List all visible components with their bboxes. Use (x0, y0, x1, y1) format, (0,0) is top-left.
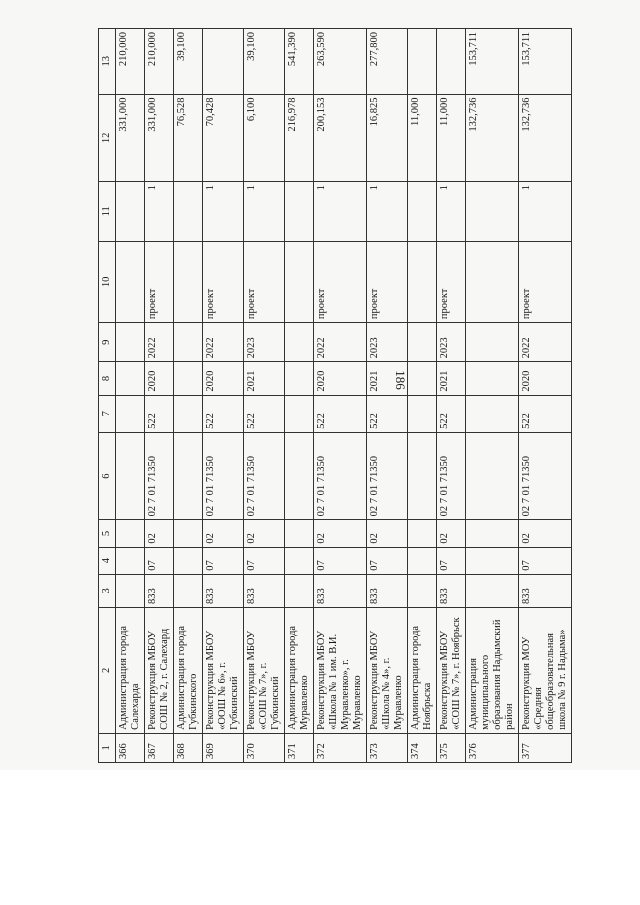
table-cell-col5: 02 (203, 520, 244, 547)
table-cell-col7: 522 (145, 395, 174, 432)
table-cell-col2: Реконструкция МБОУ «СОШ № 7», г. Губкинский (244, 607, 285, 733)
table-cell-col12: 216,978 (285, 94, 314, 182)
page-number: 186 (393, 370, 408, 390)
table-cell-col2: Реконструкция МБОУ «ООШ № 6», г. Губкинский (203, 607, 244, 733)
table-cell-col8 (285, 362, 314, 395)
table-cell-col3: 833 (145, 574, 174, 607)
table-header-row (99, 29, 116, 763)
column-header-3: 3 (99, 574, 116, 607)
table-cell-col10: проект (367, 241, 408, 323)
table-cell-col10: проект (519, 241, 572, 323)
table-cell-col2: Администрация муниципального образования Надымский район (466, 607, 519, 733)
column-header-11: 11 (99, 182, 116, 241)
table-cell-col4: 07 (519, 547, 572, 574)
column-header-9: 9 (99, 323, 116, 362)
table-cell-col7: 522 (519, 395, 572, 432)
table-cell-col6: 02 7 01 71350 (145, 432, 174, 520)
table-cell-col8 (466, 362, 519, 395)
table-cell-col4: 07 (203, 547, 244, 574)
rotated-table-container (98, 28, 618, 763)
table-cell-col8: 2021 (244, 362, 285, 395)
table-cell-col8 (408, 362, 437, 395)
table-cell-col7 (408, 395, 437, 432)
table-cell-col1: 368 (174, 733, 203, 762)
table-row (244, 29, 285, 763)
table-cell-col13: 153,711 (519, 29, 572, 95)
table-cell-col6: 02 7 01 71350 (519, 432, 572, 520)
table-cell-col4 (466, 547, 519, 574)
table-cell-col13: 210,000 (145, 29, 174, 95)
table-cell-col12: 6,100 (244, 94, 285, 182)
table-cell-col4: 07 (145, 547, 174, 574)
table-cell-col4: 07 (437, 547, 466, 574)
table-cell-col7 (285, 395, 314, 432)
table-cell-col6 (285, 432, 314, 520)
table-cell-col2: Администрация города Салехарда (116, 607, 145, 733)
table-body (116, 29, 572, 763)
table-cell-col9: 2023 (437, 323, 466, 362)
table-cell-col7 (116, 395, 145, 432)
table-cell-col6: 02 7 01 71350 (244, 432, 285, 520)
table-cell-col5 (408, 520, 437, 547)
table-cell-col6: 02 7 01 71350 (203, 432, 244, 520)
table-cell-col7 (466, 395, 519, 432)
table-cell-col1: 366 (116, 733, 145, 762)
column-header-10: 10 (99, 241, 116, 323)
table-cell-col5: 02 (145, 520, 174, 547)
column-header-12: 12 (99, 94, 116, 182)
table-cell-col1: 377 (519, 733, 572, 762)
table-cell-col11: 1 (244, 182, 285, 241)
table-cell-col11 (408, 182, 437, 241)
table-cell-col1: 370 (244, 733, 285, 762)
table-cell-col8: 2020 (145, 362, 174, 395)
table-cell-col7: 522 (244, 395, 285, 432)
column-header-1: 1 (99, 733, 116, 762)
table-cell-col8 (174, 362, 203, 395)
table-cell-col12: 200,153 (314, 94, 367, 182)
table-cell-col5 (285, 520, 314, 547)
table-cell-col1: 373 (367, 733, 408, 762)
table-cell-col13: 39,100 (174, 29, 203, 95)
table-cell-col1: 376 (466, 733, 519, 762)
table-cell-col6: 02 7 01 71350 (314, 432, 367, 520)
table-cell-col5: 02 (437, 520, 466, 547)
table-cell-col11 (116, 182, 145, 241)
table-cell-col11: 1 (519, 182, 572, 241)
table-cell-col9: 2023 (244, 323, 285, 362)
table-cell-col12: 11,000 (437, 94, 466, 182)
table-cell-col7: 522 (437, 395, 466, 432)
table-row (367, 29, 408, 763)
table-cell-col3: 833 (203, 574, 244, 607)
table-cell-col5: 02 (367, 520, 408, 547)
table-cell-col10 (116, 241, 145, 323)
table-row (116, 29, 145, 763)
table-cell-col3 (116, 574, 145, 607)
table-cell-col11 (466, 182, 519, 241)
table-cell-col13: 210,000 (116, 29, 145, 95)
budget-table (98, 28, 572, 763)
table-cell-col13: 153,711 (466, 29, 519, 95)
table-cell-col11 (285, 182, 314, 241)
table-cell-col7 (174, 395, 203, 432)
table-cell-col9 (285, 323, 314, 362)
table-cell-col10: проект (145, 241, 174, 323)
table-cell-col9 (174, 323, 203, 362)
table-row (408, 29, 437, 763)
table-cell-col10 (285, 241, 314, 323)
table-cell-col10: проект (203, 241, 244, 323)
table-cell-col12: 11,000 (408, 94, 437, 182)
table-cell-col5 (466, 520, 519, 547)
table-cell-col12: 331,000 (145, 94, 174, 182)
column-header-2: 2 (99, 607, 116, 733)
table-cell-col10 (466, 241, 519, 323)
table-cell-col1: 371 (285, 733, 314, 762)
table-cell-col9 (466, 323, 519, 362)
table-cell-col5: 02 (244, 520, 285, 547)
table-cell-col8: 2021 (437, 362, 466, 395)
table-cell-col6 (466, 432, 519, 520)
table-cell-col7: 522 (203, 395, 244, 432)
table-cell-col3: 833 (367, 574, 408, 607)
table-cell-col5: 02 (314, 520, 367, 547)
column-header-8: 8 (99, 362, 116, 395)
table-cell-col8: 2020 (519, 362, 572, 395)
column-header-5: 5 (99, 520, 116, 547)
table-cell-col10: проект (244, 241, 285, 323)
table-cell-col10 (408, 241, 437, 323)
table-cell-col6 (174, 432, 203, 520)
table-cell-col4 (285, 547, 314, 574)
table-row (437, 29, 466, 763)
table-cell-col6 (408, 432, 437, 520)
table-cell-col3: 833 (519, 574, 572, 607)
column-header-4: 4 (99, 547, 116, 574)
table-cell-col2: Реконструкция МБОУ «Школа № 1 им. В.И. Муравленко», г. Муравленко (314, 607, 367, 733)
column-header-6: 6 (99, 432, 116, 520)
table-cell-col1: 367 (145, 733, 174, 762)
table-cell-col12: 132,736 (466, 94, 519, 182)
table-row (203, 29, 244, 763)
table-cell-col2: Администрация города Ноябрьска (408, 607, 437, 733)
table-cell-col3 (466, 574, 519, 607)
table-cell-col2: Реконструкция МБОУ СОШ № 2, г. Салехард (145, 607, 174, 733)
table-cell-col11: 1 (145, 182, 174, 241)
table-cell-col1: 375 (437, 733, 466, 762)
table-cell-col5 (116, 520, 145, 547)
table-cell-col12: 70,428 (203, 94, 244, 182)
column-header-13: 13 (99, 29, 116, 95)
table-cell-col2: Реконструкция МБОУ «СОШ № 7», г. Ноябрьск (437, 607, 466, 733)
table-cell-col6: 02 7 01 71350 (367, 432, 408, 520)
table-cell-col7: 522 (367, 395, 408, 432)
table-cell-col1: 374 (408, 733, 437, 762)
table-cell-col6 (116, 432, 145, 520)
table-cell-col3 (174, 574, 203, 607)
table-cell-col9: 2023 (367, 323, 408, 362)
table-cell-col3 (408, 574, 437, 607)
table-cell-col11: 1 (203, 182, 244, 241)
table-cell-col11: 1 (437, 182, 466, 241)
table-cell-col2: Администрация города Муравленко (285, 607, 314, 733)
table-cell-col13 (437, 29, 466, 95)
table-cell-col13 (408, 29, 437, 95)
table-cell-col12: 16,825 (367, 94, 408, 182)
table-cell-col11 (174, 182, 203, 241)
table-cell-col9: 2022 (203, 323, 244, 362)
table-cell-col4 (116, 547, 145, 574)
table-cell-col1: 372 (314, 733, 367, 762)
table-cell-col8: 2020 (203, 362, 244, 395)
table-cell-col12: 331,000 (116, 94, 145, 182)
table-cell-col11: 1 (367, 182, 408, 241)
table-cell-col9 (116, 323, 145, 362)
table-row (519, 29, 572, 763)
table-cell-col9: 2022 (145, 323, 174, 362)
table-cell-col12: 76,528 (174, 94, 203, 182)
table-cell-col2: Администрация города Губкинского (174, 607, 203, 733)
table-cell-col2: Реконструкция МБОУ «Школа № 4», г. Муравленко (367, 607, 408, 733)
table-cell-col4: 07 (367, 547, 408, 574)
table-cell-col3: 833 (314, 574, 367, 607)
table-cell-col5: 02 (519, 520, 572, 547)
table-row (466, 29, 519, 763)
table-cell-col5 (174, 520, 203, 547)
table-cell-col6: 02 7 01 71350 (437, 432, 466, 520)
table-cell-col10: проект (437, 241, 466, 323)
table-cell-col4 (174, 547, 203, 574)
table-cell-col13: 277,800 (367, 29, 408, 95)
table-cell-col2: Реконструкция МОУ «Средняя общеобразовательная школа № 9 г. Надыма» (519, 607, 572, 733)
table-cell-col4: 07 (314, 547, 367, 574)
table-cell-col13 (203, 29, 244, 95)
table-cell-col9 (408, 323, 437, 362)
table-cell-col9: 2022 (519, 323, 572, 362)
table-row (285, 29, 314, 763)
table-cell-col3: 833 (437, 574, 466, 607)
table-cell-col7: 522 (314, 395, 367, 432)
table-row (174, 29, 203, 763)
table-cell-col13: 263,590 (314, 29, 367, 95)
table-cell-col11: 1 (314, 182, 367, 241)
table-cell-col10: проект (314, 241, 367, 323)
table-cell-col12: 132,736 (519, 94, 572, 182)
table-cell-col8: 2020 (314, 362, 367, 395)
table-cell-col3 (285, 574, 314, 607)
table-cell-col8 (116, 362, 145, 395)
table-cell-col1: 369 (203, 733, 244, 762)
table-cell-col3: 833 (244, 574, 285, 607)
table-cell-col13: 541,390 (285, 29, 314, 95)
table-row (145, 29, 174, 763)
table-cell-col4 (408, 547, 437, 574)
table-row (314, 29, 367, 763)
table-cell-col13: 39,100 (244, 29, 285, 95)
table-cell-col4: 07 (244, 547, 285, 574)
table-cell-col9: 2022 (314, 323, 367, 362)
table-cell-col10 (174, 241, 203, 323)
column-header-7: 7 (99, 395, 116, 432)
table-cell-col8: 2021 (367, 362, 408, 395)
